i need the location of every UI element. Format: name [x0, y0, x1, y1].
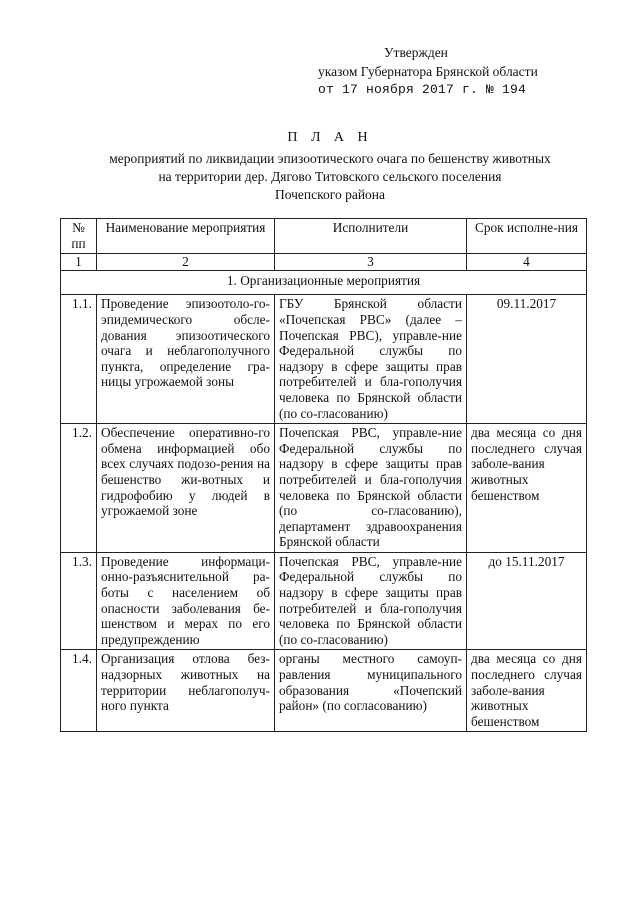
row-number: 1.2.	[61, 424, 97, 553]
row-number: 1.3.	[61, 552, 97, 650]
header-number: № пп	[61, 219, 97, 254]
document-title: П Л А Н	[287, 130, 373, 145]
table-header-row	[61, 219, 587, 254]
row-number: 1.4.	[61, 650, 97, 732]
approval-line-date-number: от 17 ноября 2017 г. № 194	[318, 82, 527, 97]
row-executors: органы местного самоуп-равления муниципального образования «Почепский район» (по согласованию)	[275, 650, 467, 732]
table-row	[61, 424, 587, 553]
table-row	[61, 650, 587, 732]
section-row	[61, 270, 587, 295]
column-number: 4	[467, 254, 587, 271]
column-number: 2	[97, 254, 275, 271]
column-numbers-row	[61, 254, 587, 271]
row-executors: Почепская РВС, управле-ние Федеральной службы по надзору в сфере защиты прав потребителей и бла-гополучия человека по Брянской области (по со-гласованию)	[275, 552, 467, 650]
header-executors: Исполнители	[275, 219, 467, 254]
table-row	[61, 552, 587, 650]
column-number: 3	[275, 254, 467, 271]
header-name: Наименование мероприятия	[97, 219, 275, 254]
approval-block	[318, 44, 538, 100]
row-deadline: два месяца со дня последнего случая заболе-вания животных бешенством	[467, 424, 587, 553]
row-deadline: два месяца со дня последнего случая заболе-вания животных бешенством	[467, 650, 587, 732]
approval-line-decree: указом Губернатора Брянской области	[318, 63, 538, 79]
row-name: Обеспечение оперативно-го обмена информацией обо всех случаях подозо-рения на бешенство жи-вотных и гидрофобию у людей в угрожаемой зоне	[97, 424, 275, 553]
plan-table	[60, 218, 587, 732]
header-deadline: Срок исполне-ния	[467, 219, 587, 254]
row-name: Проведение информаци-онно-разъяснительной ра-боты с населением об опасности заболевания бе-шенством и мерах по его предупреждению	[97, 552, 275, 650]
row-executors: Почепская РВС, управле-ние Федеральной службы по надзору в сфере защиты прав потребителей и бла-гополучия человека по Брянской области (по со-гласованию), департамент здравоохранения Брянской области	[275, 424, 467, 553]
row-name: Организация отлова без-надзорных животных на территории неблагополуч-ного пункта	[97, 650, 275, 732]
subtitle-line: Почепского района	[274, 187, 386, 202]
subtitle-line: мероприятий по ликвидации эпизоотического очага по бешенству животных	[109, 151, 551, 166]
row-deadline: до 15.11.2017	[467, 552, 587, 650]
row-executors: ГБУ Брянской области «Почепская РВС» (далее – Почепская РВС), управле-ние Федеральной службы по надзору в сфере защиты прав потребителей и бла-гополучия человека по Брянской области (по со-гласованию)	[275, 295, 467, 424]
document-subtitle	[60, 150, 600, 204]
subtitle-line: на территории дер. Дягово Титовского сельского поселения	[158, 169, 502, 184]
section-title: 1. Организационные мероприятия	[61, 270, 587, 295]
column-number: 1	[61, 254, 97, 271]
approval-line-approved: Утвержден	[384, 45, 448, 60]
row-name: Проведение эпизоотоло-го-эпидемического обсле-дования эпизоотического очага и неблагополучного пункта, определение гра-ницы угрожаемой зоны	[97, 295, 275, 424]
row-deadline: 09.11.2017	[467, 295, 587, 424]
table-row	[61, 295, 587, 424]
row-number: 1.1.	[61, 295, 97, 424]
